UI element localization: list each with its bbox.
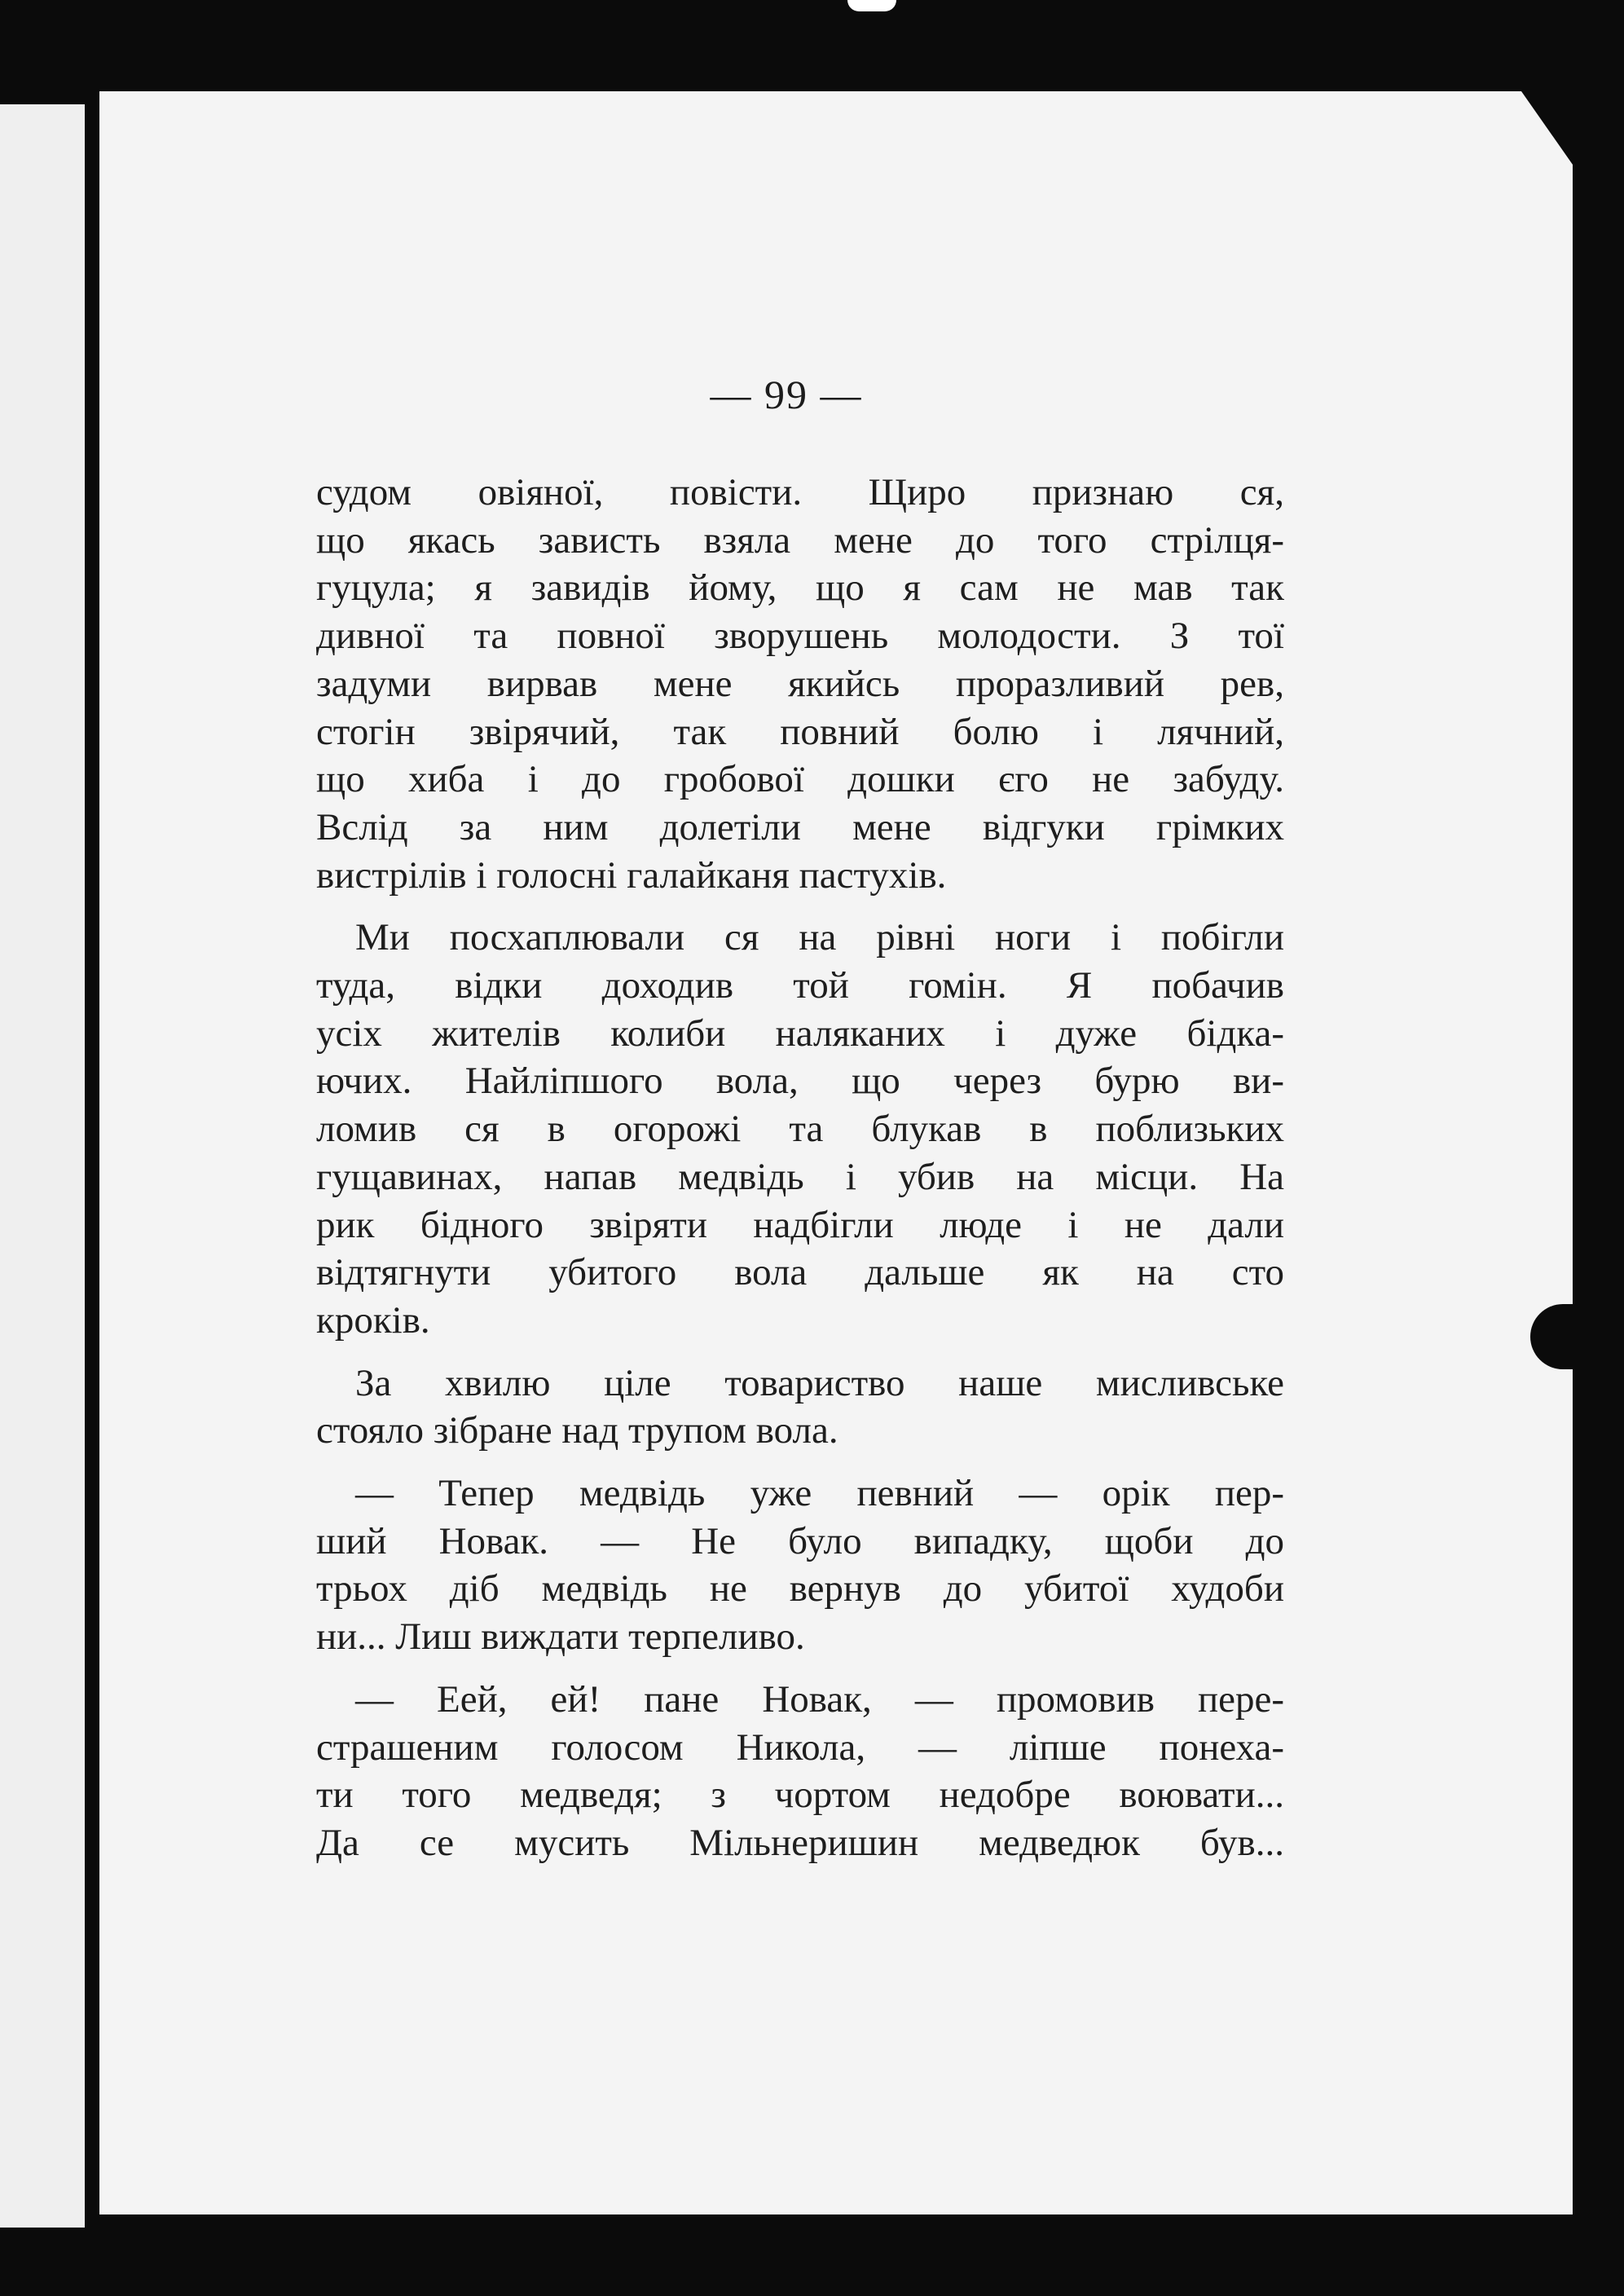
text-line: ни... Лиш виждати терпеливо. [316, 1615, 805, 1659]
paragraph-4 [316, 1470, 1284, 1661]
text-line: стогін звірячий, так повний болю і лячний, [316, 710, 1284, 753]
text-line: Вслід за ним долетіли мене відгуки грімких [316, 805, 1284, 848]
text-line: туда, відки доходив той гомін. Я побачив [316, 964, 1284, 1007]
text-line: дивної та повної зворушень молодости. З тої [316, 615, 1284, 658]
text-line: — Тепер медвідь уже певний — орік пер- [355, 1472, 1284, 1515]
text-line: За хвилю ціле товариство наше мисливське [355, 1361, 1284, 1404]
text-line: стояло зібране над трупом вола. [316, 1409, 838, 1452]
text-line: Ми посхаплювали ся на рівні ноги і побігли [355, 916, 1284, 959]
text-line: що хиба і до гробової дошки єго не забуду. [316, 758, 1284, 801]
paragraph-5 [316, 1676, 1284, 1867]
text-line: кроків. [316, 1298, 430, 1342]
text-line: ючих. Найліпшого вола, що через бурю ви- [316, 1060, 1284, 1103]
text-line: вистрілів і голосні галайканя пастухів. [316, 853, 947, 897]
paragraph-2 [316, 914, 1284, 1344]
text-line: гущавинах, напав медвідь і убив на місци. На [316, 1155, 1284, 1198]
scan-artifact [847, 0, 896, 11]
text-line: страшеним голосом Никола, — ліпше понеха- [316, 1725, 1284, 1769]
text-line: — Еей, ей! пане Новак, — промовив пере- [355, 1677, 1284, 1721]
text-line: трьох діб медвідь не вернув до убитої худоби [316, 1567, 1284, 1611]
text-line: задуми вирвав мене якийсь проразливий рев, [316, 662, 1284, 705]
adjacent-page-edge [0, 104, 85, 2228]
page-body [316, 469, 1284, 1867]
text-line: усіх жителів колиби наляканих і дуже бідка- [316, 1011, 1284, 1055]
text-line: гуцула; я завидів йому, що я сам не мав так [316, 566, 1284, 610]
text-line: що якась зависть взяла мене до того стрілця- [316, 518, 1284, 562]
book-spine-shadow [85, 104, 99, 2228]
text-line: відтягнути убитого вола дальше як на сто [316, 1251, 1284, 1294]
page-number: — 99 — [710, 372, 863, 417]
text-line: ломив ся в огорожі та блукав в поблизьких [316, 1108, 1284, 1151]
text-line: Да се мусить Мільнеришин медведюк був... [316, 1821, 1284, 1864]
text-line: судом овіяної, повісти. Щиро признаю ся, [316, 471, 1284, 513]
text-line: ти того медведя; з чортом недобре воювати... [316, 1774, 1284, 1817]
paragraph-1 [316, 469, 1284, 899]
text-line: ший Новак. — Не було випадку, щоби до [316, 1519, 1284, 1562]
paragraph-3 [316, 1360, 1284, 1455]
text-line: рик бідного звіряти надбігли люде і не дали [316, 1203, 1284, 1246]
